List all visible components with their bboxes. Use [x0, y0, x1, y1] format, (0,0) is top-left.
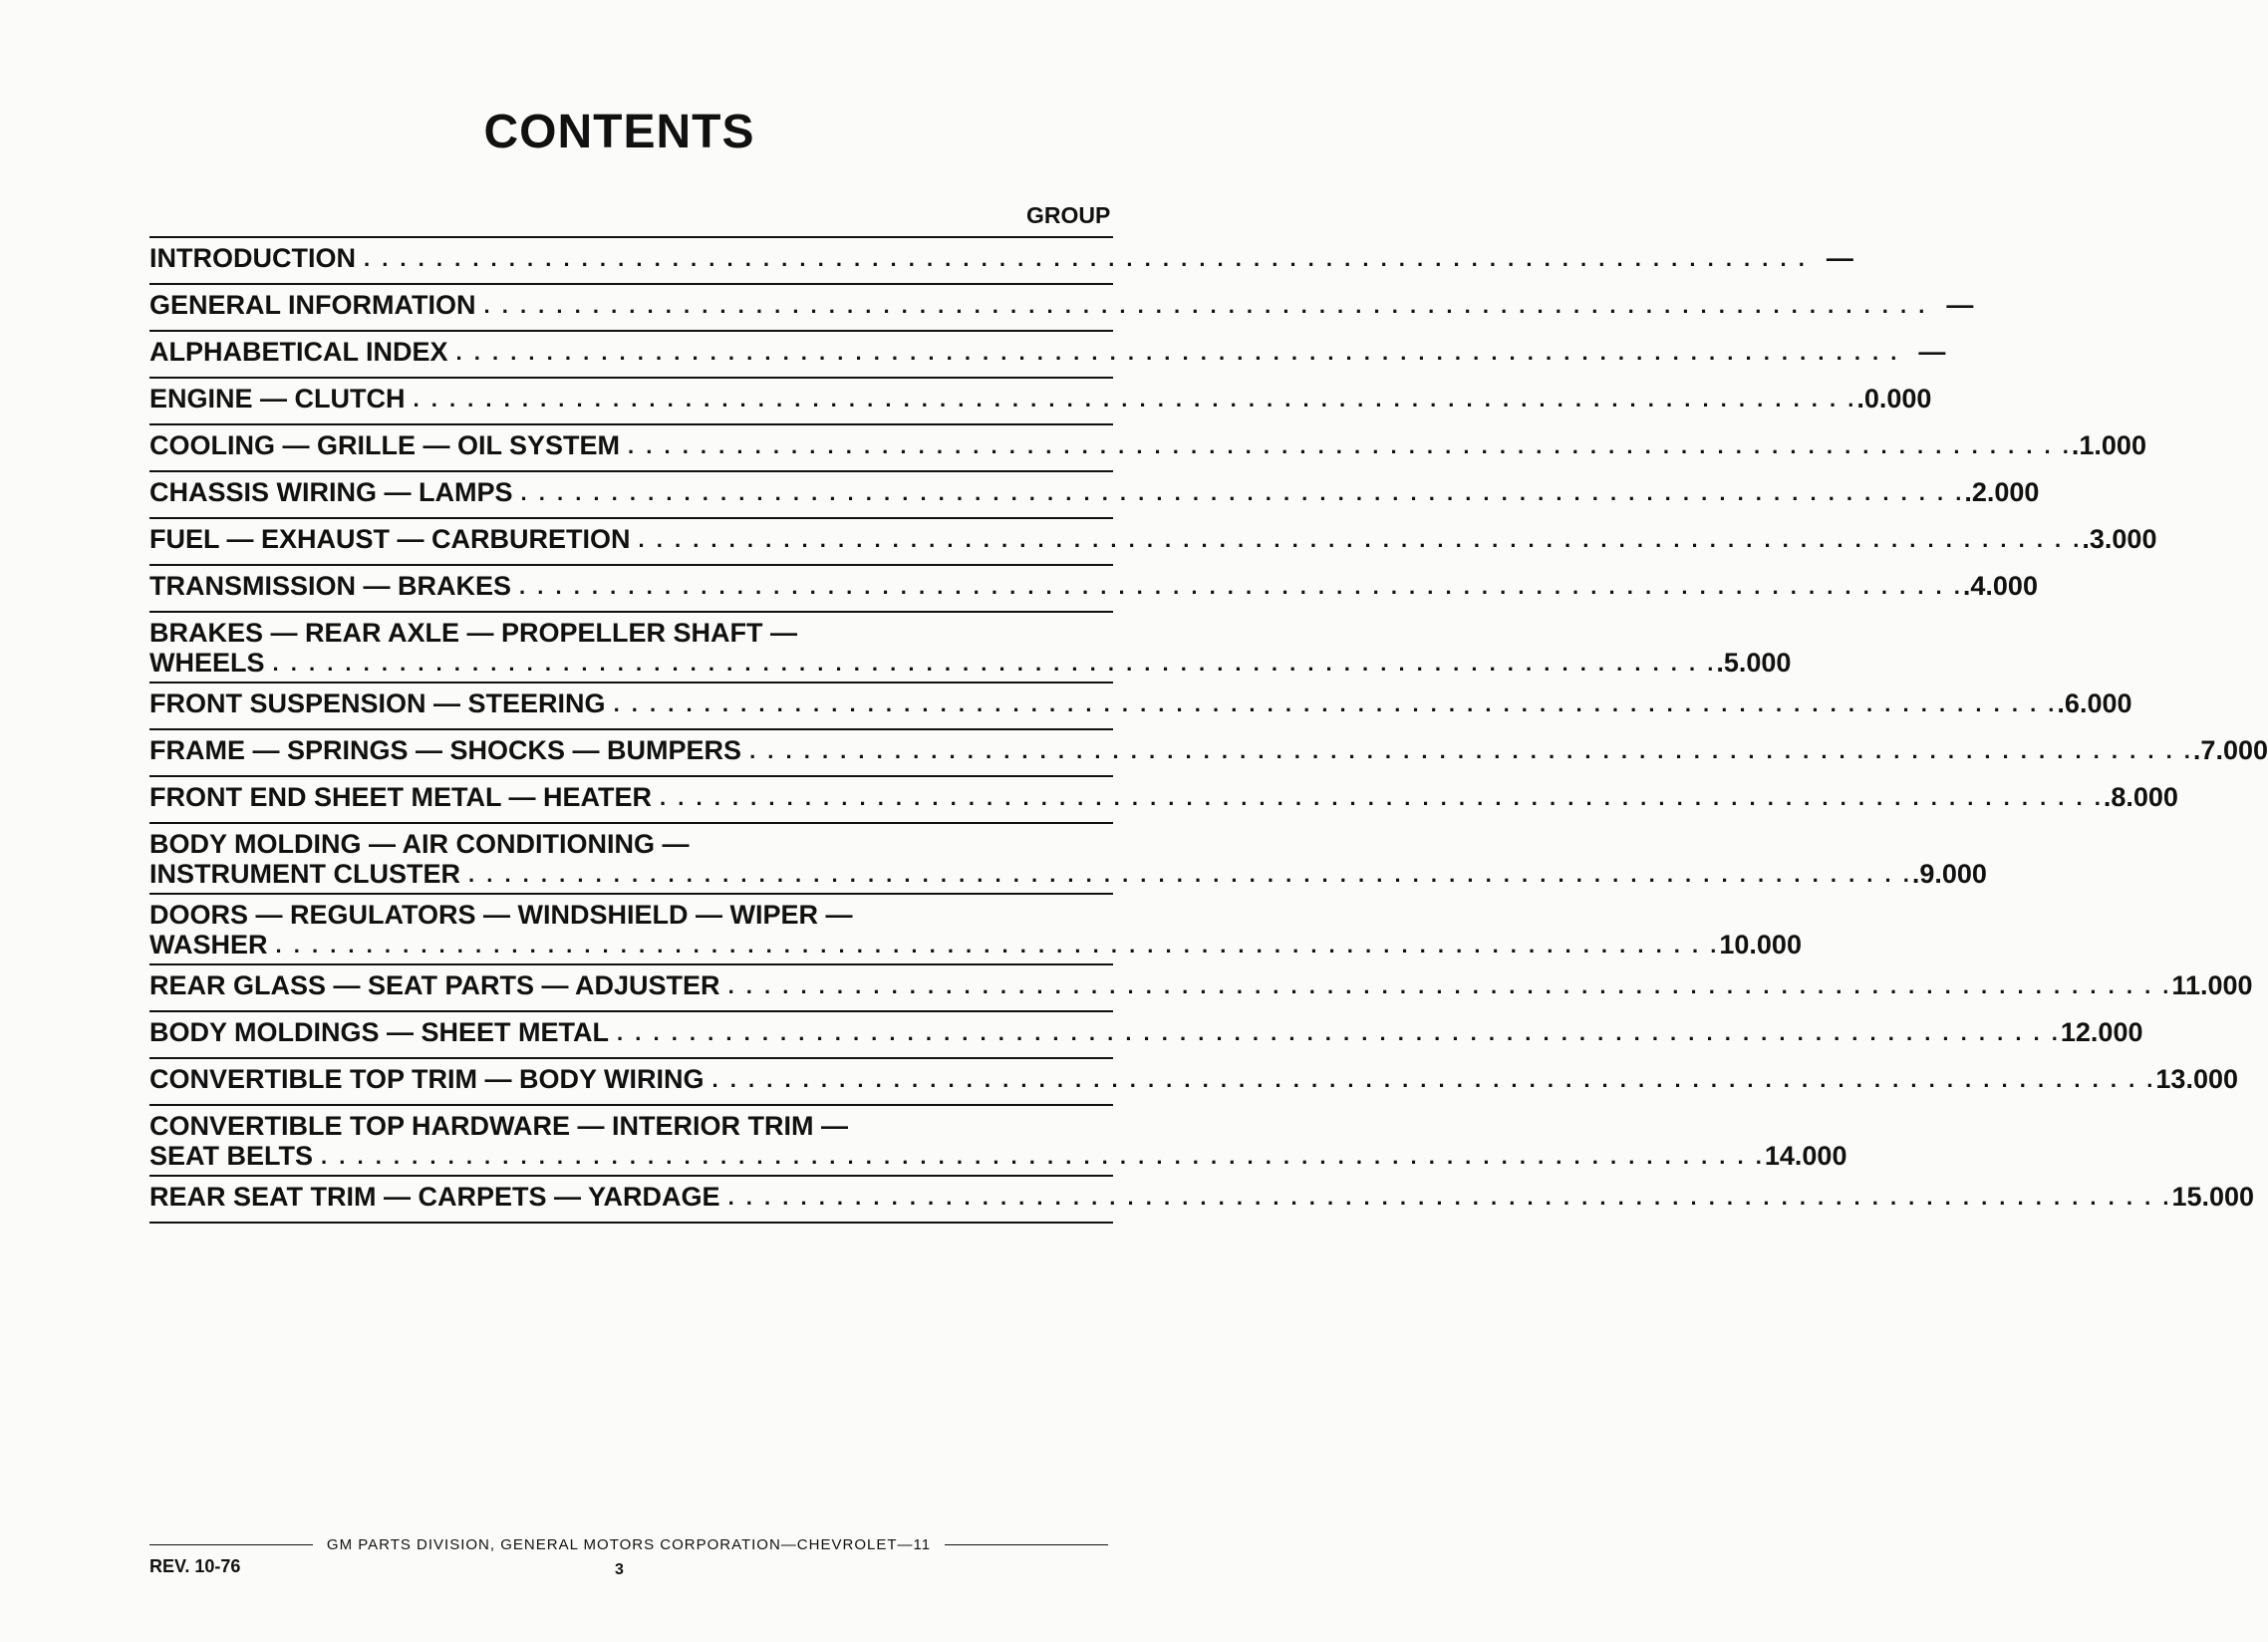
toc-entry-label: COOLING — GRILLE — OIL SYSTEM — [149, 430, 621, 460]
leader-dots: . . . . . . . . . . . . . . . . . . . . . . . . . . . . . . . . . . . . . . . . . . . . . . . . . . . . . . . . . . . . . . . . . . . . . . . . . . . . . . . . — [520, 480, 1965, 505]
footer-publisher: GM PARTS DIVISION, GENERAL MOTORS CORPORATION—CHEVROLET—11 — [326, 1536, 932, 1553]
leader-dots: . . . . . . . . . . . . . . . . . . . . . . . . . . . . . . . . . . . . . . . . . . . . . . . . . . . . . . . . . . . . . . . . . . . . . . . . . . . . . . . . — [628, 433, 2072, 458]
toc-entry — [149, 238, 1853, 283]
footer-rule-right — [945, 1544, 1108, 1545]
toc-entry-group: .3.000 — [2082, 524, 2157, 554]
toc-entry-label: INTRODUCTION — [149, 243, 356, 273]
toc-entry-row — [149, 859, 1987, 889]
toc-entry — [149, 613, 1792, 682]
toc-entry-row — [149, 384, 1932, 413]
toc-entry-group: 15.000 — [2171, 1182, 2255, 1212]
toc-entry-label: ALPHABETICAL INDEX — [149, 337, 448, 367]
leader-dots: . . . . . . . . . . . . . . . . . . . . . . . . . . . . . . . . . . . . . . . . . . . . . . . . . . . . . . . . . . . . . . . . . . . . . . . . . . . . . . . . — [483, 293, 1928, 318]
toc-entry-label: INSTRUMENT CLUSTER — [149, 859, 460, 889]
leader-dots: . . . . . . . . . . . . . . . . . . . . . . . . . . . . . . . . . . . . . . . . . . . . . . . . . . . . . . . . . . . . . . . . . . . . . . . . . . . . . . . . — [468, 862, 1912, 887]
leader-dots: . . . . . . . . . . . . . . . . . . . . . . . . . . . . . . . . . . . . . . . . . . . . . . . . . . . . . . . . . . . . . . . . . . . . . . . . . . . . . . . . — [749, 738, 2193, 763]
leader-dots: . . . . . . . . . . . . . . . . . . . . . . . . . . . . . . . . . . . . . . . . . . . . . . . . . . . . . . . . . . . . . . . . . . . . . . . . . . . . . . . . — [455, 340, 1900, 365]
toc-entry-row — [149, 337, 1946, 367]
toc-entry — [149, 519, 2157, 564]
leader-dots: . . . . . . . . . . . . . . . . . . . . . . . . . . . . . . . . . . . . . . . . . . . . . . . . . . . . . . . . . . . . . . . . . . . . . . . . . . . . . . . . — [321, 1144, 1765, 1169]
toc-entry — [149, 425, 2146, 470]
toc-entry-row — [149, 430, 2146, 460]
toc-entry — [149, 1012, 2143, 1057]
table-of-contents — [149, 236, 2268, 1224]
toc-entry-group: — — [1826, 243, 1853, 273]
leader-dots: . . . . . . . . . . . . . . . . . . . . . . . . . . . . . . . . . . . . . . . . . . . . . . . . . . . . . . . . . . . . . . . . . . . . . . . . . . . . . . . . — [363, 246, 1808, 271]
toc-entry-label: WHEELS — [149, 648, 265, 678]
toc-entry-label: BODY MOLDINGS — SHEET METAL — [149, 1017, 610, 1047]
toc-entry-row — [149, 1141, 1847, 1171]
revision-label: REV. 10-76 — [149, 1556, 241, 1576]
leader-dots: . . . . . . . . . . . . . . . . . . . . . . . . . . . . . . . . . . . . . . . . . . . . . . . . . . . . . . . . . . . . . . . . . . . . . . . . . . . . . . . . — [272, 651, 1717, 676]
toc-entry-row — [149, 1064, 2238, 1094]
toc-entry-group: .2.000 — [1964, 477, 2040, 507]
toc-entry-label: TRANSMISSION — BRAKES — [149, 571, 512, 601]
leader-dots: . . . . . . . . . . . . . . . . . . . . . . . . . . . . . . . . . . . . . . . . . . . . . . . . . . . . . . . . . . . . . . . . . . . . . . . . . . . . . . . . — [660, 785, 2104, 810]
toc-entry-label-line1: BODY MOLDING — AIR CONDITIONING — — [149, 829, 690, 859]
toc-entry — [149, 895, 1802, 963]
toc-entry-label: GENERAL INFORMATION — [149, 290, 476, 320]
group-column-header: GROUP — [1026, 202, 1111, 228]
toc-entry-label: FRONT SUSPENSION — STEERING — [149, 688, 606, 718]
toc-entry-row — [149, 1182, 2255, 1212]
toc-entry-row — [149, 735, 2268, 765]
toc-entry-row — [149, 782, 2178, 812]
toc-entry-group: .8.000 — [2103, 782, 2178, 812]
leader-dots: . . . . . . . . . . . . . . . . . . . . . . . . . . . . . . . . . . . . . . . . . . . . . . . . . . . . . . . . . . . . . . . . . . . . . . . . . . . . . . . . — [413, 387, 1857, 411]
toc-entry — [149, 285, 1974, 330]
toc-entry-group: 14.000 — [1764, 1141, 1847, 1171]
footer-publisher-line — [149, 1536, 1108, 1553]
toc-entry-row — [149, 930, 1802, 959]
toc-entry-group: 11.000 — [2171, 970, 2253, 1000]
toc-entry-label: FRAME — SPRINGS — SHOCKS — BUMPERS — [149, 735, 742, 765]
toc-entry-label: FRONT END SHEET METAL — HEATER — [149, 782, 653, 812]
toc-entry-row — [149, 1017, 2143, 1047]
toc-entry-row — [149, 688, 2132, 718]
leader-dots: . . . . . . . . . . . . . . . . . . . . . . . . . . . . . . . . . . . . . . . . . . . . . . . . . . . . . . . . . . . . . . . . . . . . . . . . . . . . . . . . — [519, 574, 1963, 599]
toc-entry — [149, 1177, 2255, 1222]
toc-entry — [149, 1106, 1847, 1175]
toc-entry-row — [149, 648, 1792, 678]
leader-dots: . . . . . . . . . . . . . . . . . . . . . . . . . . . . . . . . . . . . . . . . . . . . . . . . . . . . . . . . . . . . . . . . . . . . . . . . . . . . . . . . — [275, 933, 1720, 958]
page-title: CONTENTS — [483, 106, 755, 158]
toc-entry-label-line1: DOORS — REGULATORS — WINDSHIELD — WIPER — — [149, 900, 853, 930]
toc-entry-label: SEAT BELTS — [149, 1141, 314, 1171]
toc-entry — [149, 965, 2253, 1010]
toc-entry-group: .5.000 — [1716, 648, 1792, 678]
toc-entry-label: CONVERTIBLE TOP TRIM — BODY WIRING — [149, 1064, 705, 1094]
toc-entry — [149, 332, 1946, 377]
toc-entry-group: .4.000 — [1962, 571, 2038, 601]
page-number: 3 — [615, 1561, 624, 1578]
leader-dots: . . . . . . . . . . . . . . . . . . . . . . . . . . . . . . . . . . . . . . . . . . . . . . . . . . . . . . . . . . . . . . . . . . . . . . . . . . . . . . . . — [727, 973, 2172, 998]
toc-entry-label: FUEL — EXHAUST — CARBURETION — [149, 524, 631, 554]
toc-entry-group: .6.000 — [2057, 688, 2132, 718]
toc-entry-label: REAR SEAT TRIM — CARPETS — YARDAGE — [149, 1182, 720, 1212]
toc-entry-group: .7.000 — [2192, 735, 2268, 765]
toc-entry-row — [149, 571, 2038, 601]
toc-entry-label: WASHER — [149, 930, 268, 959]
toc-entry-group: .1.000 — [2071, 430, 2146, 460]
toc-entry-group: 13.000 — [2155, 1064, 2238, 1094]
leader-dots: . . . . . . . . . . . . . . . . . . . . . . . . . . . . . . . . . . . . . . . . . . . . . . . . . . . . . . . . . . . . . . . . . . . . . . . . . . . . . . . . — [727, 1185, 2172, 1210]
toc-entry — [149, 684, 2132, 728]
toc-entry-group: .9.000 — [1911, 859, 1987, 889]
toc-entry-group: 10.000 — [1719, 930, 1802, 959]
leader-dots: . . . . . . . . . . . . . . . . . . . . . . . . . . . . . . . . . . . . . . . . . . . . . . . . . . . . . . . . . . . . . . . . . . . . . . . . . . . . . . . . — [617, 1020, 2061, 1045]
toc-entry-row — [149, 970, 2253, 1000]
leader-dots: . . . . . . . . . . . . . . . . . . . . . . . . . . . . . . . . . . . . . . . . . . . . . . . . . . . . . . . . . . . . . . . . . . . . . . . . . . . . . . . . — [613, 691, 2058, 716]
toc-entry-label: CHASSIS WIRING — LAMPS — [149, 477, 513, 507]
toc-entry-label: ENGINE — CLUTCH — [149, 384, 406, 413]
toc-entry-label-line1: CONVERTIBLE TOP HARDWARE — INTERIOR TRIM — — [149, 1111, 849, 1141]
toc-entry-group: — — [1918, 337, 1946, 367]
toc-entry — [149, 472, 2040, 517]
toc-rule — [149, 1222, 1113, 1224]
toc-entry — [149, 1059, 2238, 1104]
toc-entry-label: REAR GLASS — SEAT PARTS — ADJUSTER — [149, 970, 720, 1000]
toc-entry — [149, 566, 2038, 611]
toc-entry-group: — — [1946, 290, 1974, 320]
toc-entry-label-line1: BRAKES — REAR AXLE — PROPELLER SHAFT — — [149, 618, 798, 648]
toc-entry — [149, 379, 1932, 423]
toc-entry-group: 12.000 — [2060, 1017, 2143, 1047]
leader-dots: . . . . . . . . . . . . . . . . . . . . . . . . . . . . . . . . . . . . . . . . . . . . . . . . . . . . . . . . . . . . . . . . . . . . . . . . . . . . . . . . — [638, 527, 2083, 552]
leader-dots: . . . . . . . . . . . . . . . . . . . . . . . . . . . . . . . . . . . . . . . . . . . . . . . . . . . . . . . . . . . . . . . . . . . . . . . . . . . . . . . . — [711, 1067, 2156, 1092]
toc-entry — [149, 824, 1987, 893]
toc-entry — [149, 730, 2268, 775]
toc-entry-row — [149, 243, 1853, 273]
toc-entry — [149, 777, 2178, 822]
toc-entry-row — [149, 477, 2040, 507]
toc-entry-row — [149, 290, 1974, 320]
toc-entry-row — [149, 524, 2157, 554]
toc-entry-group: .0.000 — [1856, 384, 1932, 413]
footer-rule-left — [149, 1544, 313, 1545]
